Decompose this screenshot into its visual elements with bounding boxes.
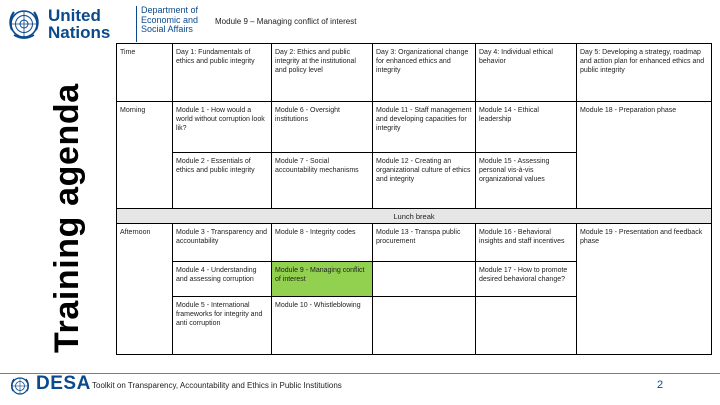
footer-divider: [0, 373, 720, 374]
lunch-break: Lunch break: [117, 209, 712, 224]
empty-cell: [373, 297, 476, 355]
morning-row-1: [117, 102, 712, 153]
table-cell: Module 1 - How would a world without corruption look lik?: [173, 102, 272, 153]
training-agenda-title: Training agenda: [48, 83, 86, 353]
table-cell: Module 8 - Integrity codes: [272, 224, 373, 262]
logo-divider: [136, 6, 137, 42]
table-cell: Module 7 - Social accountability mechanisms: [272, 153, 373, 209]
module-title: Module 9 – Managing conflict of interest: [215, 17, 357, 26]
un-wordmark: [48, 7, 110, 41]
table-cell: Module 4 - Understanding and assessing corruption: [173, 262, 272, 297]
desa-wordmark: DESA: [36, 373, 91, 394]
afternoon-row-1: [117, 224, 712, 262]
header-day-1: Day 1: Fundamentals of ethics and public integrity: [173, 44, 272, 102]
un-wordmark-line1: United: [48, 6, 101, 25]
department-line1: Department of: [141, 5, 199, 15]
morning-label: Morning: [117, 102, 173, 209]
table-cell: Module 6 - Oversight institutions: [272, 102, 373, 153]
un-emblem-icon: [4, 4, 44, 44]
table-cell: Module 14 - Ethical leadership: [476, 102, 577, 153]
highlighted-module-cell: Module 9 - Managing conflict of interest: [272, 262, 373, 297]
empty-cell: [476, 297, 577, 355]
table-cell: Module 11 - Staff management and developing capacities for integrity: [373, 102, 476, 153]
table-cell: Module 13 - Transpa public procurement: [373, 224, 476, 262]
header-time: Time: [117, 44, 173, 102]
page-number: 2: [657, 379, 664, 391]
table-cell: Module 2 - Essentials of ethics and public integrity: [173, 153, 272, 209]
department-line2: Economic and: [141, 14, 199, 25]
table-cell: Module 16 - Behavioral insights and staff incentives: [476, 224, 577, 262]
table-cell: Module 3 - Transparency and accountability: [173, 224, 272, 262]
desa-emblem-icon: [8, 374, 32, 398]
table-cell: Module 10 - Whistleblowing: [272, 297, 373, 355]
table-cell: Module 5 - International frameworks for integrity and anti corruption: [173, 297, 272, 355]
department-line3: Social Affairs: [141, 24, 193, 34]
lunch-row: [117, 209, 712, 224]
department-name: [141, 6, 198, 35]
table-cell: Module 19 - Presentation and feedback phase: [577, 224, 712, 355]
header-day-5: Day 5: Developing a strategy, roadmap and action plan for enhanced ethics and public integrity: [577, 44, 712, 102]
agenda-table: [116, 43, 712, 355]
header-day-2: Day 2: Ethics and public integrity at the institutional and policy level: [272, 44, 373, 102]
table-header-row: [117, 44, 712, 102]
empty-cell: [373, 262, 476, 297]
table-cell: Module 12 - Creating an organizational culture of ethics and integrity: [373, 153, 476, 209]
table-cell: Module 15 - Assessing personal vis-à-vis organizational values: [476, 153, 577, 209]
table-cell: Module 17 - How to promote desired behavioral change?: [476, 262, 577, 297]
header-day-4: Day 4: Individual ethical behavior: [476, 44, 577, 102]
footer-text: Toolkit on Transparency, Accountability and Ethics in Public Institutions: [92, 381, 342, 390]
header-day-3: Day 3: Organizational change for enhanced ethics and integrity: [373, 44, 476, 102]
table-cell: Module 18 - Preparation phase: [577, 102, 712, 209]
un-wordmark-line2: Nations: [48, 23, 111, 42]
afternoon-label: Afternoon: [117, 224, 173, 355]
